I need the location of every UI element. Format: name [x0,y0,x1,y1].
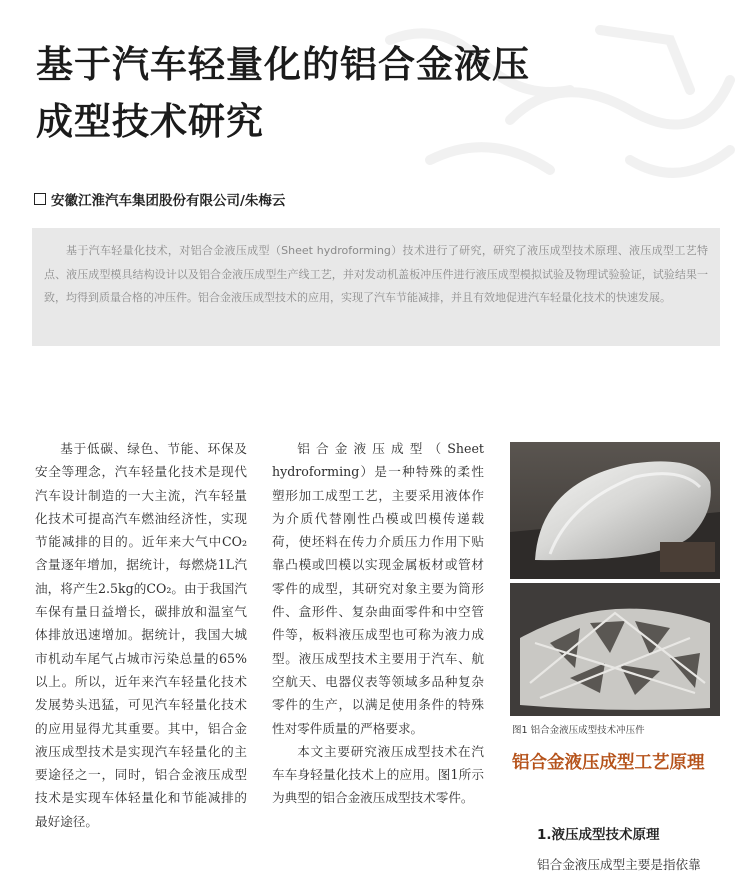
article-title [36,36,636,150]
body-paragraph: 基于低碳、绿色、节能、环保及安全等理念，汽车轻量化技术是现代汽车设计制造的一大主流，汽车轻量化技术可提高汽车燃油经济性，实现节能减排的目的。近年来大气中CO₂含量逐年增加，据统计，每燃烧1L汽油，将产生2.5kg的CO₂。由于我国汽车保有量日益增长，碳排放和温室气体排放迅速增加。据统计，我国大城市机动车尾气占城市污染总量的65%以上。所以，近年来汽车轻量化技术发展势头迅猛，可见汽车轻量化技术的应用显得尤其重要。其中，铝合金液压成型技术是实现汽车轻量化的主要途径之一，同时，铝合金液压成型技术是实现车体轻量化和节能减排的最好途径。 [35,441,247,829]
section-body-start: 铝合金液压成型主要是指依靠 [537,857,701,872]
section-heading: 铝合金液压成型工艺原理 [512,753,705,773]
author-text: 安徽江淮汽车集团股份有限公司/朱梅云 [51,193,286,209]
square-bullet-icon [34,193,46,205]
sub-heading: 1.液压成型技术原理 [537,827,660,843]
figure-photo-hood-inner [510,583,720,716]
figure-caption: 图1 铝合金液压成型技术冲压件 [512,725,645,736]
body-column-1 [35,437,247,833]
body-paragraph: 铝合金液压成型（Sheet hydroforming）是一种特殊的柔性塑形加工成型工艺，主要采用液体作为介质代替刚性凸模或凹模传递载荷，使坯料在传力介质压力作用下贴靠凸模或凹模以实现金属板材或管材零件的成型，其研究对象主要为筒形件、盒形件、复杂曲面零件和中空管件等，板料液压成型也可称为液力成型。液压成型技术主要用于汽车、航空航天、电器仪表等领域多品种复杂零件的生产，以满足使用条件的特殊性对零件质量的严格要求。 [272,441,484,736]
title-line-1: 基于汽车轻量化的铝合金液压 [36,43,530,86]
abstract-text: 基于汽车轻量化技术，对铝合金液压成型（Sheet hydroforming）技术进行了研究，研究了液压成型技术原理、液压成型工艺特点、液压成型模具结构设计以及铝合金液压成型生产线工艺，并对发动机盖板冲压件进行液压成型模拟试验及物理试验验证，试验结果一致，均得到质量合格的冲压件。铝合金液压成型技术的应用，实现了汽车节能减排，并且有效地促进汽车轻量化技术的快速发展。 [44,244,708,304]
abstract-box [32,228,720,346]
author-line [34,189,285,209]
title-line-2: 成型技术研究 [36,100,264,143]
figure-photo-hood-outer [510,442,720,579]
body-paragraph: 本文主要研究液压成型技术在汽车车身轻量化技术上的应用。图1所示为典型的铝合金液压成型技术零件。 [272,743,484,806]
body-column-2 [272,437,484,810]
